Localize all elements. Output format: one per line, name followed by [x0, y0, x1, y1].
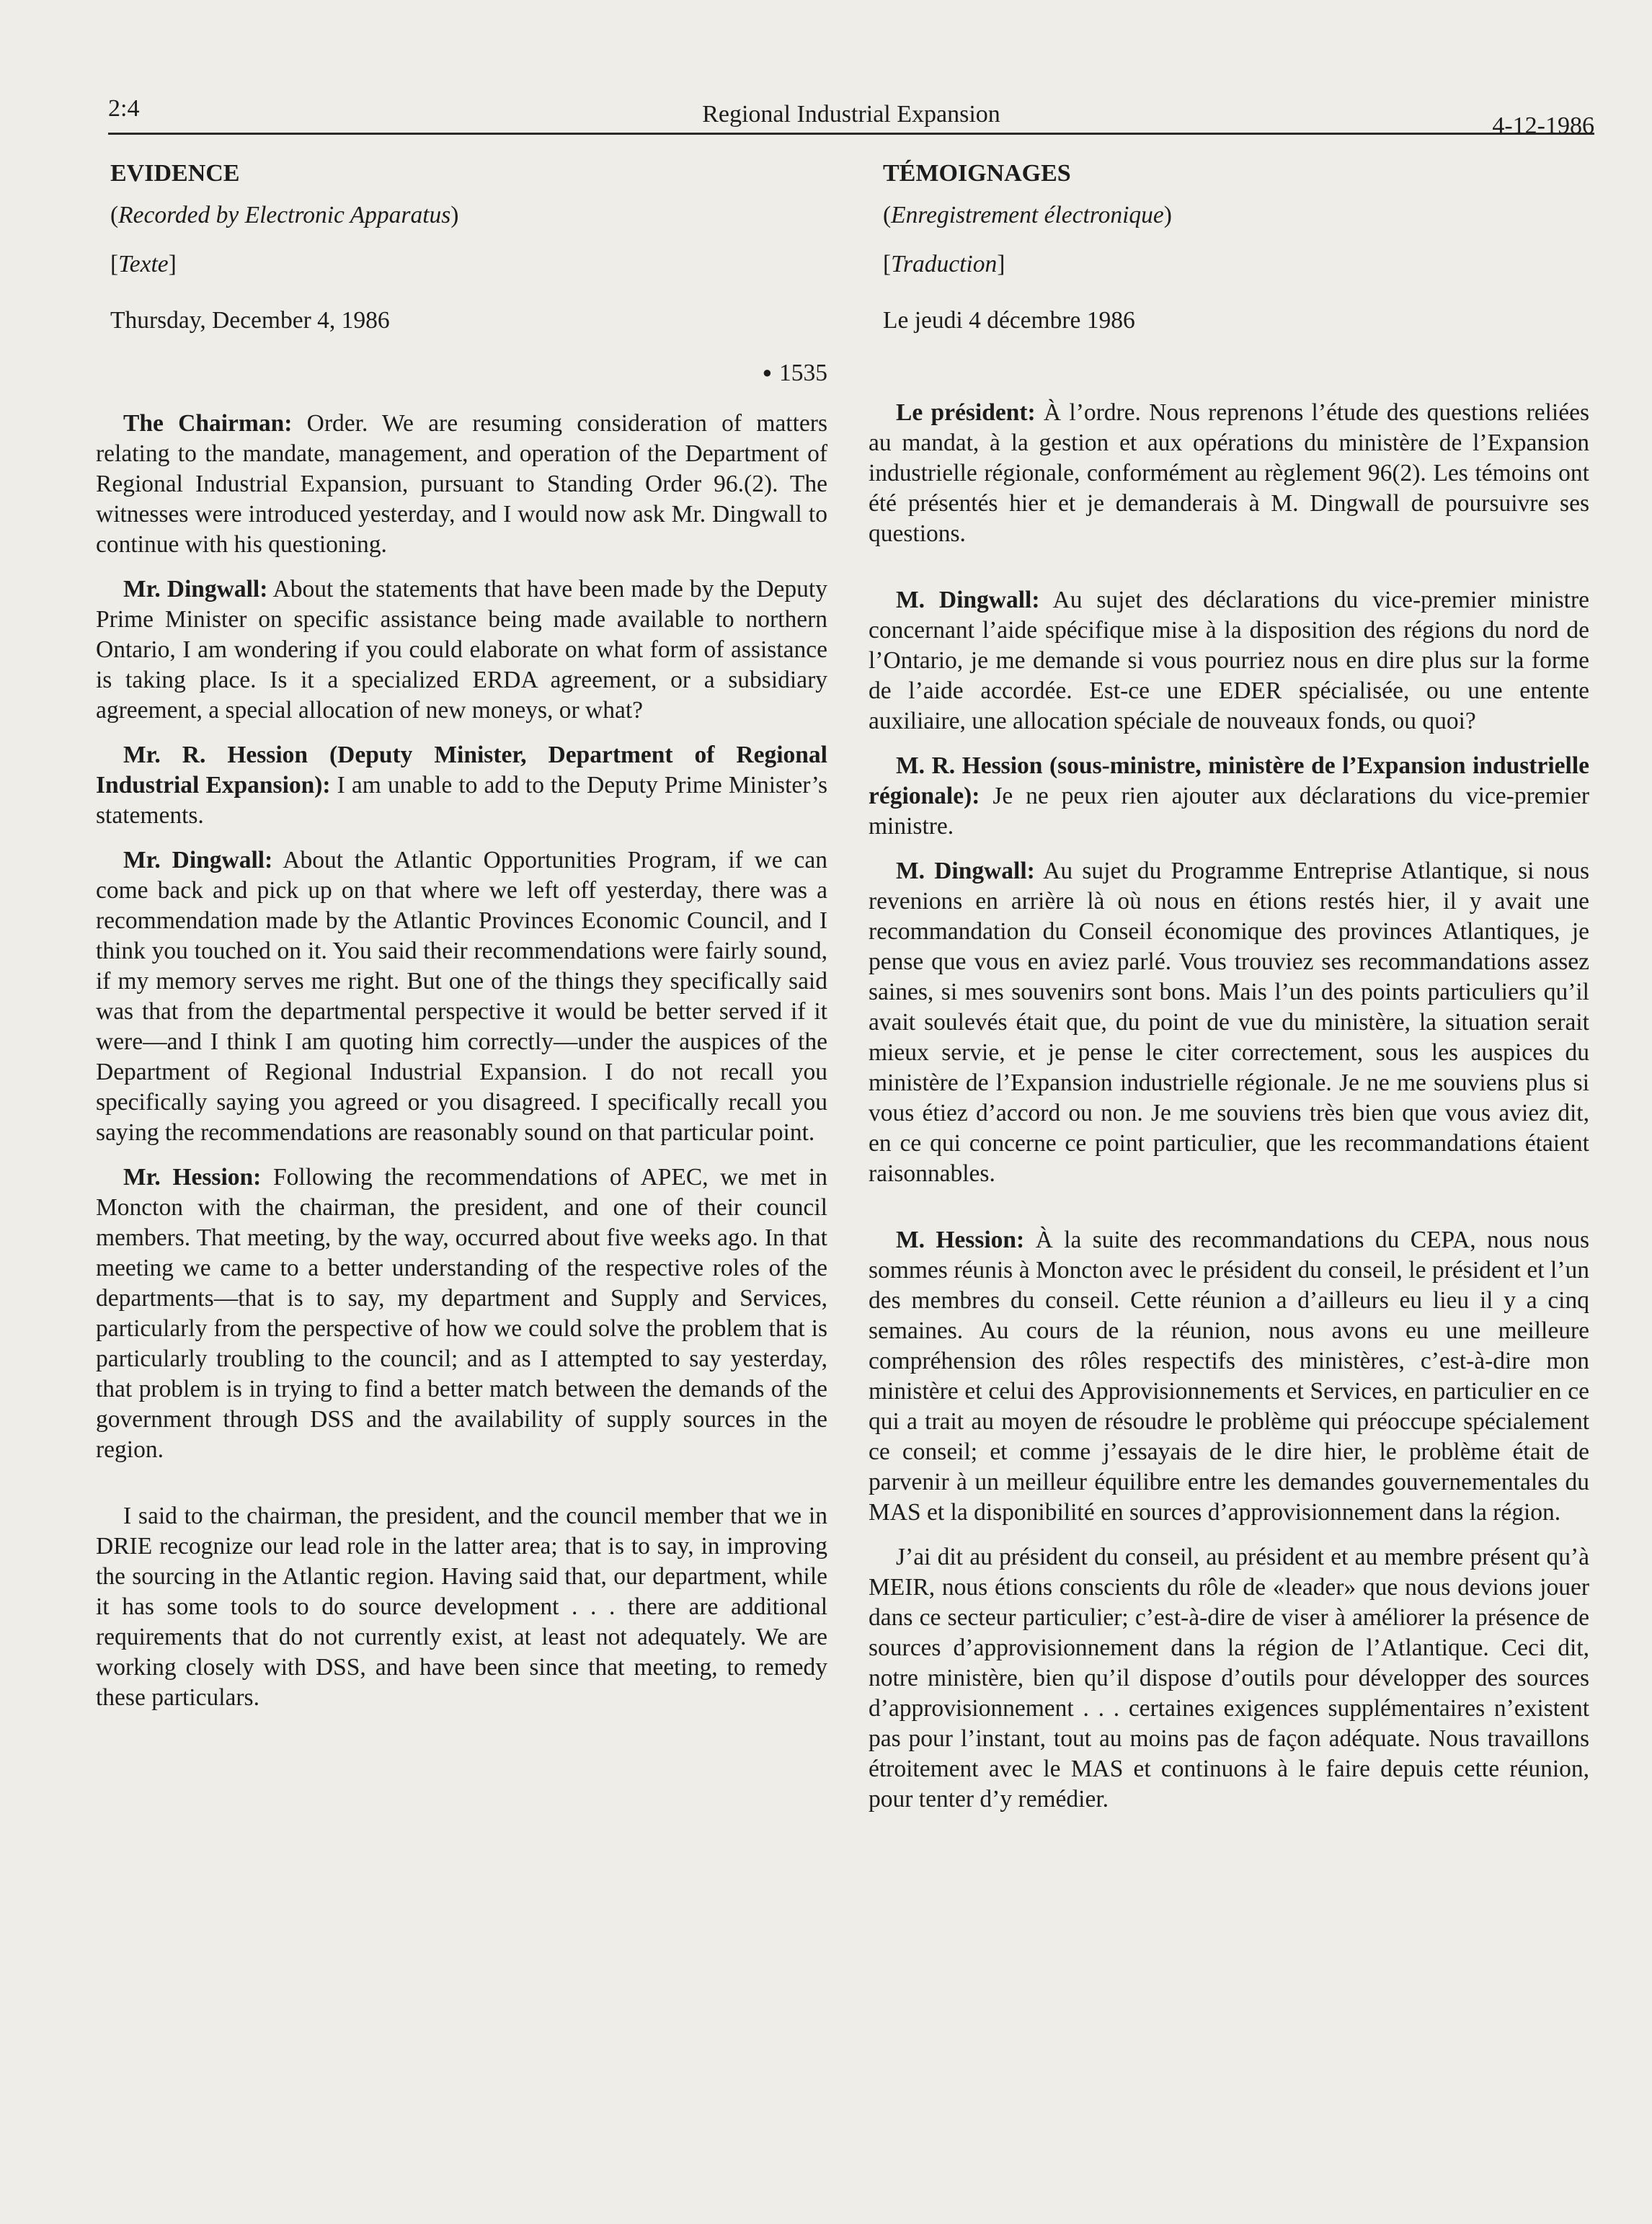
session-date: Thursday, December 4, 1986	[110, 307, 390, 334]
committee-title: Regional Industrial Expansion	[702, 101, 1000, 128]
language-tag-fr: [Traduction]	[883, 251, 1005, 277]
paragraph-hession-1-fr: M. R. Hession (sous-ministre, ministère de l’Expansion industrielle régionale): Je ne peux rien ajouter aux déclarations du vice-premier ministre.	[869, 752, 1589, 840]
paragraph-dingwall-2-fr: M. Dingwall: Au sujet du Programme Entreprise Atlantique, si nous revenions en arrière là où nous en étions restés hier, il y avait une recommandation du Conseil économique des provinces Atlantiques, je pense que vous en aviez parlé. Vous trouviez ses recommandations assez saines, si mes souvenirs sont bons. Mais l’un des points particuliers qu’il avait soulevés était que, du point de vue du ministère, la situation serait mieux servie, et je pense le citer correctement, sous les auspices du ministère de l’Expansion industrielle régionale. Je ne me souviens plus si vous étiez d’accord ou non. Je me souviens très bien que vous aviez dit, en ce qui concerne ce point particulier, que les recommandations étaient raisonnables.	[869, 858, 1589, 1187]
recorded-note-fr: (Enregistrement électronique)	[883, 202, 1172, 228]
paragraph-dingwall-1: Mr. Dingwall: About the statements that have been made by the Deputy Prime Minister on specific assistance being made available to northern Ontario, I am wondering if you could elaborate on what form of assistance is taking place. Is it a specialized ERDA agreement, or a subsidiary agreement, a special allocation of new moneys, or what?	[96, 576, 827, 724]
paragraph-hession-1: Mr. R. Hession (Deputy Minister, Department of Regional Industrial Expansion): I am unable to add to the Deputy Prime Minister’s statements.	[96, 742, 827, 829]
session-date-fr: Le jeudi 4 décembre 1986	[883, 307, 1135, 334]
evidence-heading: EVIDENCE	[110, 160, 240, 187]
bullet-icon: ●	[762, 363, 772, 381]
paragraph-president-fr: Le président: À l’ordre. Nous reprenons l’étude des questions reliées au mandat, à la gestion et aux opérations du ministère de l’Expansion industrielle régionale, conformément au règlement 96(2). Les témoins ont été présentés hier et je demanderais à M. Dingwall de poursuivre ses questions.	[869, 399, 1589, 547]
recorded-note: (Recorded by Electronic Apparatus)	[110, 202, 459, 228]
french-column	[869, 159, 1589, 1829]
paragraph-hession-3-fr: J’ai dit au président du conseil, au président et au membre présent qu’à MEIR, nous étions conscients du rôle de «leader» que nous devions jouer dans ce secteur particulier; c’est-à-dire de viser à améliorer la présence de sources d’approvisionnement dans la région de l’Atlantique. Ceci dit, notre ministère, bien qu’il dispose d’outils pour développer des sources d’approvisionnement . . . certaines exigences supplémentaires n’existent pas pour l’instant, tout au moins pas de façon adéquate. Nous travaillons étroitement avec le MAS et continuons à le faire depuis cette réunion, pour tenter d’y remédier.	[869, 1544, 1589, 1812]
page-header	[108, 79, 1594, 139]
paragraph-chairman: The Chairman: Order. We are resuming consideration of matters relating to the mandate, management, and operation of the Department of Regional Industrial Expansion, pursuant to Standing Order 96.(2). The witnesses were introduced yesterday, and I would now ask Mr. Dingwall to continue with his questioning.	[96, 410, 827, 558]
time-marker: ● 1535	[762, 360, 827, 386]
language-tag: [Texte]	[110, 251, 177, 277]
paragraph-hession-2: Mr. Hession: Following the recommendations of APEC, we met in Moncton with the chairman, the president, and one of their council members. That meeting, by the way, occurred about five weeks ago. In that meeting we came to a better understanding of the respective roles of the departments—that is to say, my department and Supply and Services, particularly from the perspective of how we could solve the problem that is particularly troubling to the council; and as I attempted to say yesterday, that problem is in trying to find a better match between the demands of the government through DSS and the availability of supply sources in the region.	[96, 1164, 827, 1463]
temoignages-heading: TÉMOIGNAGES	[883, 160, 1071, 187]
paragraph-hession-3: I said to the chairman, the president, and the council member that we in DRIE recognize our lead role in the latter area; that is to say, in improving the sourcing in the Atlantic region. Having said that, our department, while it has some tools to do source development . . . there are additional requirements that do not currently exist, at least not adequately. We are working closely with DSS, and have been since that meeting, to remedy these particulars.	[96, 1503, 827, 1711]
paragraph-hession-2-fr: M. Hession: À la suite des recommandations du CEPA, nous nous sommes réunis à Moncton avec le président du conseil, le président et l’un des membres du conseil. Cette réunion a d’ailleurs eu lieu il y a cinq semaines. Au cours de la réunion, nous avons eu une meilleure compréhension des rôles respectifs des ministères, c’est-à-dire mon ministère et celui des Approvisionnements et Services, en particulier en ce qui a trait au moyen de résoudre le problème qui préoccupe spécialement ce conseil; et comme j’essayais de le dire hier, le problème était de parvenir à un meilleur équilibre entre les demandes gouvernementales du MAS et la disponibilité en sources d’approvisionnement dans la région.	[869, 1227, 1589, 1526]
paragraph-dingwall-2: Mr. Dingwall: About the Atlantic Opportunities Program, if we can come back and pick up on that where we left off yesterday, there was a recommendation made by the Atlantic Provinces Economic Council, and I think you touched on it. You said their recommendations were fairly sound, if my memory serves me right. But one of the things they specifically said was that from the departmental perspective it would be better served if it were—and I think I am quoting him correctly—under the auspices of the Department of Regional Industrial Expansion. I do not recall you specifically saying you agreed or you disagreed. I specifically recall you saying the recommendations are reasonably sound on that particular point.	[96, 847, 827, 1146]
header-date: 4-12-1986	[1492, 112, 1594, 139]
paragraph-dingwall-1-fr: M. Dingwall: Au sujet des déclarations du vice-premier ministre concernant l’aide spécifique mise à la disposition des régions du nord de l’Ontario, je me demande si vous pourriez nous en dire plus sur la forme de l’aide accordée. Est-ce une EDER spécialisée, ou une entente auxiliaire, une allocation spéciale de nouveaux fonds, ou quoi?	[869, 587, 1589, 734]
english-column	[96, 159, 827, 1727]
page-number: 2:4	[108, 95, 140, 122]
